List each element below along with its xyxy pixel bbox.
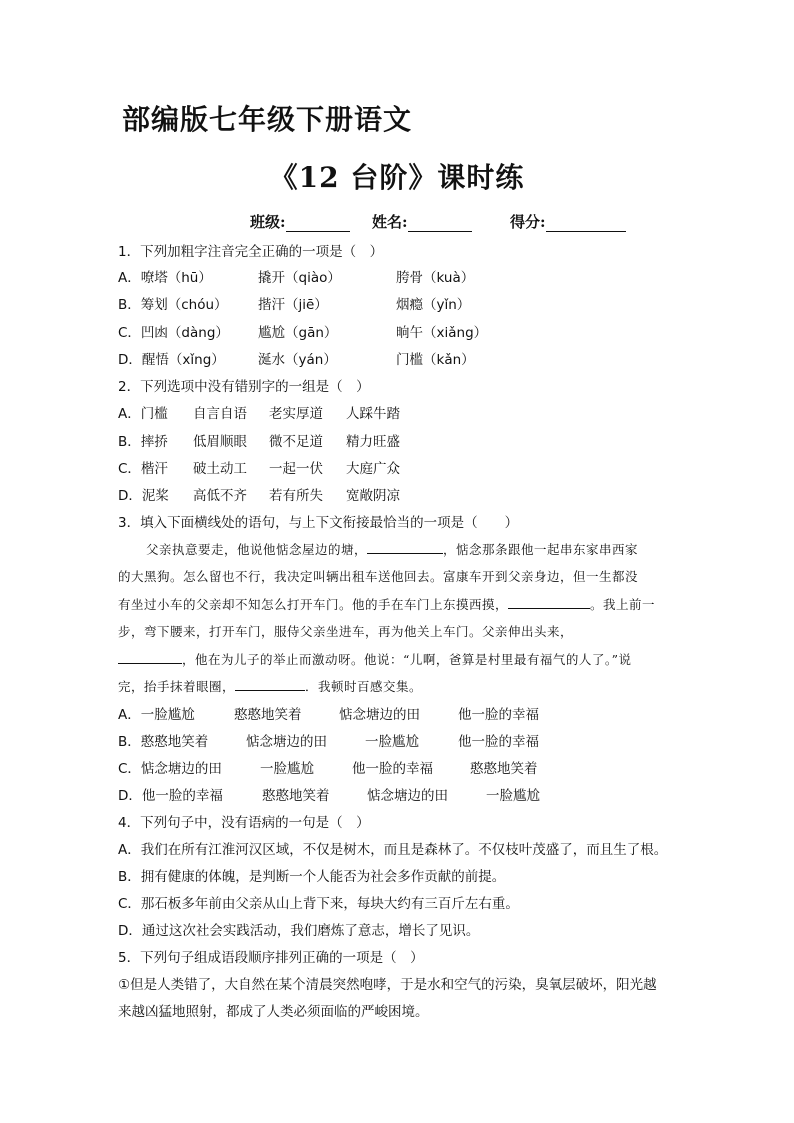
q1-option-c-3: 晌午（xiǎng） [396,325,488,341]
class-field [250,211,350,232]
name-field [372,211,472,232]
q3-passage-line-5: ，他在为儿子的举止而激动呀。他说：“儿啊，爸算是村里最有福气的人了。”说 [118,650,632,668]
q4-option-c[interactable]: C．那石板多年前由父亲从山上背下来，每块大约有三百斤左右重。 [118,896,519,912]
q4-stem: 4．下列句子中，没有语病的一句是（ ） [118,815,370,831]
q1-option-b-3: 烟瘾（yǐn） [396,297,471,313]
q3-blank-3[interactable] [118,650,182,664]
q2-option-d-3: 若有所失 [269,488,323,504]
q2-option-d[interactable]: D．泥桨 [118,488,169,504]
q3-option-a[interactable]: A．一脸尴尬 [118,707,195,723]
score-blank[interactable] [546,215,626,232]
q3-stem: 3．填入下面横线处的语句，与上下文衔接最恰当的一项是（ ） [118,515,519,531]
name-blank[interactable] [408,215,472,232]
page-title: 部编版七年级下册语文 [122,103,413,136]
q3-option-c[interactable]: C．惦念塘边的田 [118,761,222,777]
name-label: 姓名: [372,213,408,231]
class-blank[interactable] [286,215,350,232]
score-field [510,211,626,232]
q5-stem: 5．下列句子组成语段顺序排列正确的一项是（ ） [118,950,424,966]
q5-sentence-1: ①但是人类错了，大自然在某个清晨突然咆哮，于是水和空气的污染，臭氧层破坏，阳光越 [118,977,657,993]
q3-option-d-3: 惦念塘边的田 [367,788,448,804]
q1-option-a-3: 胯骨（kuà） [396,270,475,286]
q1-option-b-2: 揩汗（jiē） [258,297,328,313]
q3-option-d[interactable]: D．他一脸的幸福 [118,788,223,804]
q3-blank-1[interactable] [367,540,443,554]
q3-passage-line-2: 的大黑狗。怎么留也不行，我决定叫辆出租车送他回去。富康车开到父亲身边，但一生都没 [118,569,639,584]
q3-option-a-2: 憨憨地笑着 [234,707,302,723]
q3-passage-line-4: 步，弯下腰来，打开车门，服侍父亲坐进车，再为他关上车门。父亲伸出头来， [118,624,574,639]
q3-option-b-4: 他一脸的幸福 [458,734,539,750]
q2-option-a-2: 自言自语 [193,406,247,422]
q2-option-c[interactable]: C．楷汗 [118,461,168,477]
q3-blank-2[interactable] [508,595,590,609]
q3-passage-line-1: 父亲执意要走，他说他惦念屋边的塘， ，惦念那条跟他一起串东家串西家 [146,542,639,557]
q4-option-d[interactable]: D．通过这次社会实践活动，我们磨炼了意志，增长了见识。 [118,923,480,939]
q3-passage-line-6: 完，抬手抹着眼圈， ．我顿时百感交集。 [118,679,423,694]
q1-option-d[interactable]: D．醒悟（xǐng） [118,352,225,368]
q1-stem: 1．下列加粗字注音完全正确的一项是（ ） [118,244,384,260]
q3-option-a-4: 他一脸的幸福 [458,707,539,723]
lesson-title: 《12 台阶》课时练 [269,161,525,194]
q4-option-b[interactable]: B．拥有健康的体魄，是判断一个人能否为社会多作贡献的前提。 [118,869,506,885]
q1-option-a-2: 撬开（qiào） [258,270,341,286]
q2-option-c-3: 一起一伏 [269,461,323,477]
q3-passage-line-3: 有坐过小车的父亲却不知怎么打开车门。他的手在车门上东摸西摸， 。我上前一 [118,597,656,612]
q3-option-b-3: 一脸尴尬 [365,734,419,750]
class-label: 班级: [250,213,286,231]
q1-option-d-2: 涎水（yán） [258,352,337,368]
q1-option-c-2: 尴尬（gān） [258,325,338,341]
q3-option-d-2: 憨憨地笑着 [262,788,330,804]
q3-option-c-2: 一脸尴尬 [260,761,314,777]
q3-option-b[interactable]: B．憨憨地笑着 [118,734,209,750]
q2-option-a-3: 老实厚道 [269,406,323,422]
q3-blank-4[interactable] [235,677,305,691]
q5-sentence-1-cont: 来越凶猛地照射，都成了人类必须面临的严峻困境。 [118,1004,429,1020]
q2-option-d-4: 宽敞阴凉 [346,488,400,504]
score-label: 得分: [510,213,546,231]
q3-option-c-3: 他一脸的幸福 [352,761,433,777]
q2-option-b-2: 低眉顺眼 [193,434,247,450]
q2-option-b-3: 微不足道 [269,434,323,450]
q3-option-b-2: 惦念塘边的田 [246,734,327,750]
q2-option-b[interactable]: B．摔挢 [118,434,168,450]
q4-option-a[interactable]: A．我们在所有江淮河汉区域，不仅是树木，而且是森林了。不仅枝叶茂盛了，而且生了根。 [118,842,668,858]
q2-stem: 2．下列选项中没有错别字的一组是（ ） [118,379,370,395]
q2-option-a-4: 人踩牛踏 [346,406,400,422]
q2-option-a[interactable]: A．门槛 [118,406,168,422]
q3-option-a-3: 惦念塘边的田 [339,707,420,723]
q1-option-d-3: 门槛（kǎn） [396,352,475,368]
q1-option-a[interactable]: A．嘹塔（hū） [118,270,212,286]
q3-option-c-4: 憨憨地笑着 [470,761,538,777]
q2-option-c-4: 大庭广众 [346,461,400,477]
q2-option-c-2: 破土动工 [193,461,247,477]
q1-option-b[interactable]: B．筹划（chóu） [118,297,228,313]
q3-option-d-4: 一脸尴尬 [486,788,540,804]
q2-option-d-2: 高低不齐 [193,488,247,504]
q2-option-b-4: 精力旺盛 [346,434,400,450]
q1-option-c[interactable]: C．凹凼（dàng） [118,325,229,341]
